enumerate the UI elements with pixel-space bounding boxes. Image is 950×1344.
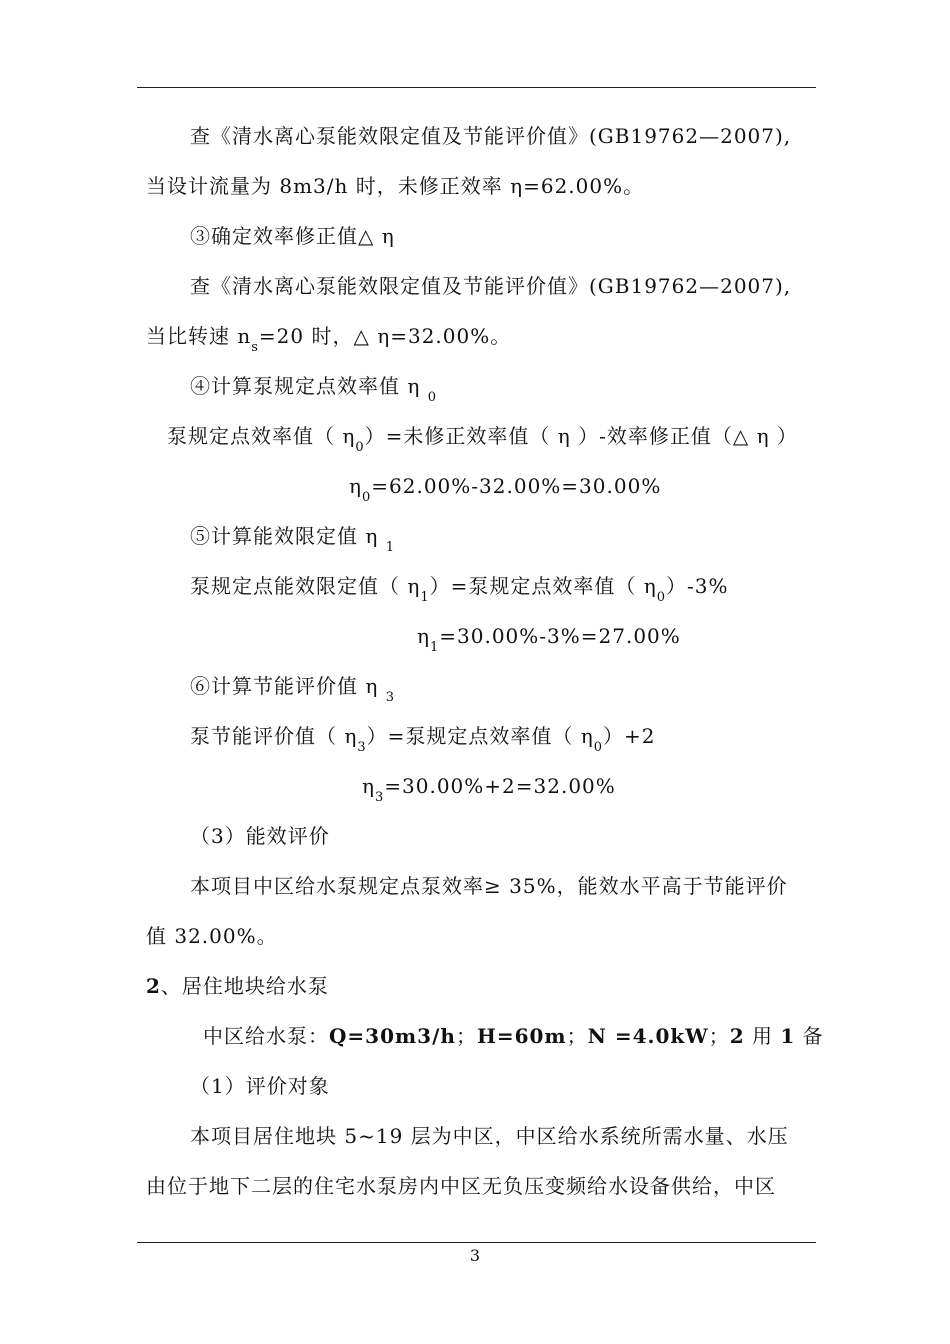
text-line: ⑥计算节能评价值 η $_3$ (190, 674, 395, 705)
section-heading: （1）评价对象 (190, 1074, 330, 1098)
text-line: 当设计流量为 8m3/h 时，未修正效率 η=62.00%。 (146, 174, 645, 198)
text-line: ③确定效率修正值△ η (190, 224, 395, 248)
pump-spec-line: 中区给水泵：Q=30m3/h；H=60m；N =4.0kW；2 用 1 备 (203, 1024, 824, 1048)
header-rule (137, 87, 816, 88)
text-line: 由位于地下二层的住宅水泵房内中区无负压变频给水设备供给，中区 (146, 1174, 776, 1198)
text-line: ④计算泵规定点效率值 η $_0$ (190, 374, 437, 405)
formula-line: $\eta_0=62.00\%-32.00\%=30.00\%$ (349, 474, 662, 505)
formula-line: $\eta_3=30.00\%+2=32.00\%$ (362, 774, 616, 805)
text-line: 当比转速 $n_s=20$ 时，△ η=32.00%。 (146, 324, 512, 355)
page-number: 3 (469, 1246, 481, 1265)
formula-line: 泵节能评价值（ $\eta_3)=$泵规定点效率值（ $\eta_0)+2$ (190, 724, 656, 755)
text-line: 查《清水离心泵能效限定值及节能评价值》(GB19762—2007), (190, 124, 792, 148)
text-line: 本项目中区给水泵规定点泵效率≥ 35%，能效水平高于节能评价 (190, 874, 788, 898)
formula-line: 泵规定点能效限定值（ $\eta_1)=$泵规定点效率值（ $\eta_0)-3\%$ (190, 574, 729, 605)
formula-line: 泵规定点效率值（ $\eta_0)=$未修正效率值（ η ）-效率修正值（△ η ） (167, 424, 798, 455)
section-heading: 2、居住地块给水泵 (146, 974, 329, 998)
text-line: 值 32.00%。 (146, 924, 278, 948)
formula-line: $\eta_1=30.00\%-3\%=27.00\%$ (417, 624, 681, 655)
text-line: 查《清水离心泵能效限定值及节能评价值》(GB19762—2007), (190, 274, 792, 298)
text-line: 本项目居住地块 5~19 层为中区，中区给水系统所需水量、水压 (190, 1124, 789, 1148)
footer-rule (137, 1242, 816, 1243)
section-heading: （3）能效评价 (190, 824, 330, 848)
text-line: ⑤计算能效限定值 η $_1$ (190, 524, 395, 555)
